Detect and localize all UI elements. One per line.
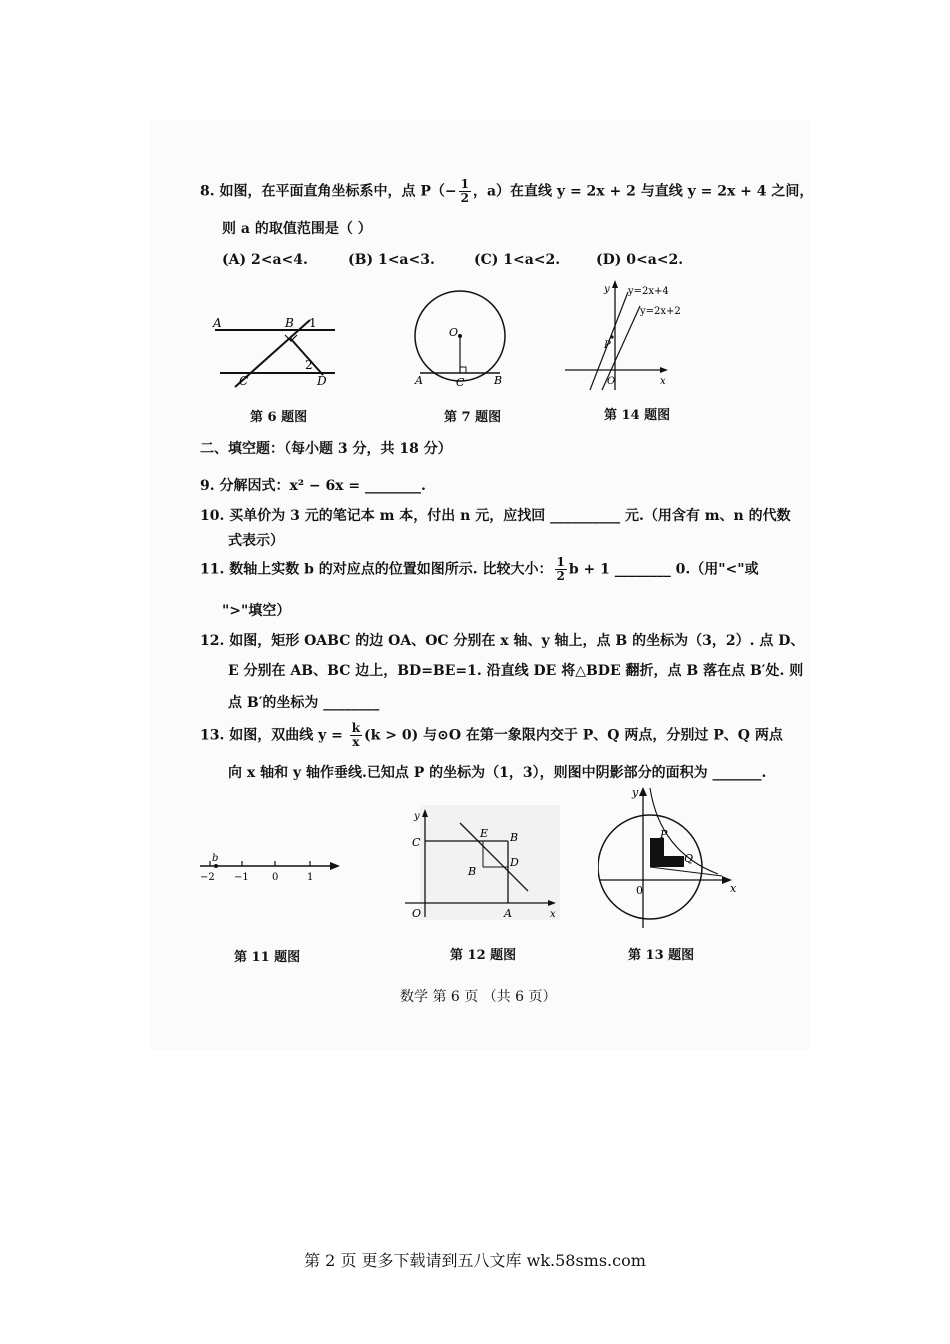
q12-line3: 点 B′的坐标为 ________ bbox=[228, 695, 380, 711]
figure-13 bbox=[598, 782, 743, 932]
figure-6 bbox=[205, 305, 345, 395]
page-info: 数学 第 6 页 （共 6 页） bbox=[400, 989, 557, 1005]
caption-fig14: 第 14 题图 bbox=[604, 408, 671, 423]
caption-fig11: 第 11 题图 bbox=[234, 950, 301, 965]
q8-option-a: (A) 2<a<4. bbox=[222, 252, 308, 268]
figure-14 bbox=[560, 278, 690, 393]
fig13-label-q: Q bbox=[684, 852, 694, 865]
q13-line1: 13. 如图，双曲线 y = $\frac{k}{x}$ (k > 0) 与⊙O 在第一象限内交于 P、Q 两点，分别过 P、Q 两点 bbox=[200, 721, 783, 749]
fig12-label-b-prime: B bbox=[468, 865, 477, 878]
fig7-label-a: A bbox=[415, 374, 423, 387]
q9: 9. 分解因式：x² − 6x = ________. bbox=[200, 478, 426, 494]
q8-option-c: (C) 1<a<2. bbox=[474, 252, 561, 268]
fig11-tick-0: −2 bbox=[200, 872, 215, 883]
fig13-label-x: x bbox=[730, 882, 737, 895]
q13-fraction: $\frac{k}{x}$ bbox=[351, 721, 361, 749]
fig14-label-o: O bbox=[607, 376, 616, 387]
fig12-label-o: O bbox=[412, 907, 422, 920]
q8-option-b: (B) 1<a<3. bbox=[348, 252, 435, 268]
q12-line2: E 分别在 AB、BC 边上，BD=BE=1. 沿直线 DE 将△BDE 翻折，点 B 落在点 B′处. 则 bbox=[228, 663, 804, 679]
figure-12 bbox=[400, 805, 560, 920]
fig14-label-p: P bbox=[604, 340, 611, 351]
caption-fig13: 第 13 题图 bbox=[628, 948, 695, 963]
fig6-label-c: C bbox=[239, 374, 249, 388]
q12-line1: 12. 如图，矩形 OABC 的边 OA、OC 分别在 x 轴、y 轴上，点 B 的坐标为（3，2）. 点 D、 bbox=[200, 633, 805, 649]
fig12-label-y: y bbox=[414, 811, 420, 822]
fig6-label-d: D bbox=[317, 374, 327, 388]
fig14-label-y: y bbox=[604, 284, 610, 295]
figure-11 bbox=[198, 850, 348, 890]
q10-line2: 式表示） bbox=[228, 533, 284, 549]
section-2-heading: 二、填空题：（每小题 3 分，共 18 分） bbox=[200, 441, 452, 457]
q8-line2: 则 a 的取值范围是（ ） bbox=[222, 221, 372, 237]
figure-7 bbox=[405, 288, 515, 393]
download-footer: 第 2 页 更多下载请到五八文库 wk.58sms.com bbox=[304, 1251, 646, 1270]
q11-line1: 11. 数轴上实数 b 的对应点的位置如图所示. 比较大小： $\frac{1}{2}$ b + 1 ________ 0.（用"<"或 bbox=[200, 555, 759, 583]
fig13-label-o: 0 bbox=[636, 884, 643, 897]
caption-fig12: 第 12 题图 bbox=[450, 948, 517, 963]
fig11-label-b: b bbox=[212, 853, 219, 864]
fig6-label-b: B bbox=[285, 316, 294, 330]
fig12-label-e: E bbox=[480, 827, 489, 840]
fig13-label-p: P bbox=[660, 828, 668, 841]
q11-line2: ">"填空） bbox=[222, 603, 291, 619]
fig6-angle-2: 2 bbox=[305, 358, 313, 372]
fig12-label-a: A bbox=[504, 907, 512, 920]
fig12-label-b: B bbox=[510, 831, 519, 844]
fig11-tick-2: 0 bbox=[272, 872, 279, 883]
q8-fraction: $\frac{1}{2}$ bbox=[460, 177, 469, 205]
fig14-line-label-2: y=2x+2 bbox=[640, 306, 681, 317]
fig14-label-x: x bbox=[660, 376, 666, 387]
fig14-line-label-1: y=2x+4 bbox=[628, 286, 669, 297]
caption-fig6: 第 6 题图 bbox=[250, 410, 308, 425]
fig7-label-c: C bbox=[456, 376, 465, 389]
fig12-label-d: D bbox=[510, 856, 519, 869]
fig12-label-c: C bbox=[412, 836, 421, 849]
q11-fraction: $\frac{1}{2}$ bbox=[556, 555, 565, 583]
fig11-tick-1: −1 bbox=[234, 872, 249, 883]
fig12-label-x: x bbox=[550, 909, 556, 920]
fig6-angle-1: 1 bbox=[309, 316, 317, 330]
q8-line1: 8. 如图，在平面直角坐标系中，点 P（− $\frac{1}{2}$ ，a）在直线 y = 2x + 2 与直线 y = 2x + 4 之间， bbox=[200, 177, 814, 205]
fig7-label-b: B bbox=[494, 374, 503, 387]
fig13-label-y: y bbox=[632, 786, 639, 799]
q8-option-d: (D) 0<a<2. bbox=[596, 252, 684, 268]
fig7-label-o: O bbox=[449, 326, 459, 339]
q13-line2: 向 x 轴和 y 轴作垂线.已知点 P 的坐标为（1，3），则图中阴影部分的面积为 _______. bbox=[228, 765, 767, 781]
caption-fig7: 第 7 题图 bbox=[444, 410, 502, 425]
q10-line1: 10. 买单价为 3 元的笔记本 m 本，付出 n 元，应找回 __________ 元.（用含有 m、n 的代数 bbox=[200, 508, 791, 524]
fig6-label-a: A bbox=[213, 316, 222, 330]
fig11-tick-3: 1 bbox=[307, 872, 314, 883]
